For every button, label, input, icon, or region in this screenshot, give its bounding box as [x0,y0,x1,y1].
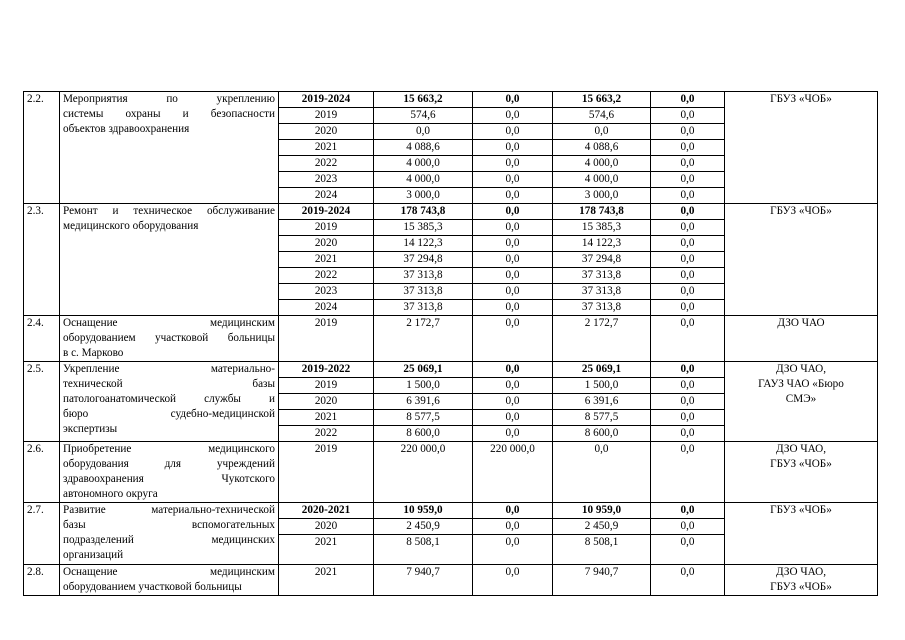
budget-cell-1: 220 000,0 [473,442,553,503]
activity-name-line: бюро судебно-медицинской [63,408,275,420]
budget-cell-2: 15 385,3 [553,220,651,236]
total-cell: 7 940,7 [374,565,473,596]
budget-cell-2: 37 313,8 [553,300,651,316]
table-row [24,316,878,331]
budget-cell-2: 25 069,1 [553,362,651,378]
budget-cell-2: 15 663,2 [553,92,651,108]
year-cell: 2023 [279,172,374,188]
budget-cell-3: 0,0 [651,410,725,426]
activity-name-line: в с. Марково [63,347,124,359]
budget-cell-3: 0,0 [651,442,725,503]
year-cell: 2021 [279,410,374,426]
row-number: 2.5. [24,362,60,442]
activity-name [60,204,279,316]
budget-cell-3: 0,0 [651,92,725,108]
total-cell: 0,0 [374,124,473,140]
row-number: 2.8. [24,565,60,596]
budget-cell-2: 4 000,0 [553,172,651,188]
budget-cell-1: 0,0 [473,236,553,252]
year-cell: 2021 [279,252,374,268]
activity-name-line: оборудованием участковой больницы [63,581,242,593]
budget-cell-3: 0,0 [651,426,725,442]
budget-cell-3: 0,0 [651,204,725,220]
activity-name [60,503,279,565]
year-cell: 2023 [279,284,374,300]
budget-cell-1: 0,0 [473,300,553,316]
year-cell: 2019 [279,108,374,124]
budget-cell-1: 0,0 [473,426,553,442]
budget-cell-3: 0,0 [651,108,725,124]
total-cell: 37 313,8 [374,268,473,284]
table-row [24,565,878,581]
total-cell: 3 000,0 [374,188,473,204]
year-cell: 2020-2021 [279,503,374,519]
total-cell: 37 313,8 [374,300,473,316]
budget-cell-1: 0,0 [473,140,553,156]
activity-name-line: подразделений медицинских [63,534,275,546]
total-cell: 2 450,9 [374,519,473,535]
year-cell: 2021 [279,565,374,596]
executor-line: ГБУЗ «ЧОБ» [770,205,832,217]
budget-cell-1: 0,0 [473,565,553,596]
year-cell: 2019 [279,220,374,236]
budget-cell-2: 14 122,3 [553,236,651,252]
executor-line: ГБУЗ «ЧОБ» [770,581,832,593]
table-row [24,362,878,378]
year-cell: 2024 [279,300,374,316]
activity-name-line: базы вспомогательных [63,519,275,531]
total-cell: 4 000,0 [374,172,473,188]
budget-cell-1: 0,0 [473,268,553,284]
total-cell: 8 577,5 [374,410,473,426]
total-cell: 15 663,2 [374,92,473,108]
year-cell: 2021 [279,535,374,565]
activity-name-line: Укрепление материально- [63,363,275,375]
budget-cell-2: 4 000,0 [553,156,651,172]
activity-name-line: организаций [63,549,124,561]
total-cell: 574,6 [374,108,473,124]
budget-cell-3: 0,0 [651,316,725,362]
total-cell: 37 313,8 [374,284,473,300]
total-cell: 8 508,1 [374,535,473,565]
budget-cell-2: 2 450,9 [553,519,651,535]
budget-cell-3: 0,0 [651,172,725,188]
budget-cell-3: 0,0 [651,284,725,300]
activity-name-line: медицинского оборудования [63,220,199,232]
budget-cell-1: 0,0 [473,362,553,378]
year-cell: 2019-2022 [279,362,374,378]
total-cell: 178 743,8 [374,204,473,220]
executor-line: ДЗО ЧАО [777,317,825,329]
budget-cell-1: 0,0 [473,316,553,362]
executor-line: ДЗО ЧАО, [775,566,827,578]
activity-name-line: Приобретение медицинского [63,443,275,455]
activity-name-line: технической базы [63,378,275,390]
total-cell: 25 069,1 [374,362,473,378]
executor-line: ГАУЗ ЧАО «Бюро [758,378,844,390]
executor-line: ГБУЗ «ЧОБ» [770,458,832,470]
activity-name-line: здравоохранения Чукотского [63,473,275,485]
budget-cell-2: 2 172,7 [553,316,651,362]
program-activities-table [23,91,878,596]
row-number: 2.4. [24,316,60,362]
total-cell: 14 122,3 [374,236,473,252]
year-cell: 2022 [279,156,374,172]
budget-cell-1: 0,0 [473,284,553,300]
total-cell: 220 000,0 [374,442,473,503]
table-body [24,92,878,596]
budget-cell-1: 0,0 [473,519,553,535]
budget-cell-2: 574,6 [553,108,651,124]
activity-name [60,565,279,596]
table-row [24,204,878,220]
total-cell: 1 500,0 [374,378,473,394]
activity-name [60,442,279,503]
executor-line: СМЭ» [785,393,817,405]
year-cell: 2022 [279,268,374,284]
activity-name-line: Оснащение медицинским [63,317,275,329]
activity-name-line: патологоанатомической службы и [63,393,275,405]
activity-name-line: Развитие материально-технической [63,504,275,516]
budget-cell-1: 0,0 [473,156,553,172]
budget-cell-3: 0,0 [651,503,725,519]
table-row [24,442,878,457]
budget-cell-3: 0,0 [651,140,725,156]
activity-name [60,316,279,362]
row-number: 2.2. [24,92,60,204]
activity-name-line: системы охраны и безопасности [63,108,275,120]
budget-cell-2: 3 000,0 [553,188,651,204]
budget-cell-1: 0,0 [473,92,553,108]
budget-cell-3: 0,0 [651,394,725,410]
budget-cell-2: 4 088,6 [553,140,651,156]
budget-cell-2: 0,0 [553,442,651,503]
year-cell: 2020 [279,236,374,252]
executor-cell [725,503,878,565]
budget-cell-3: 0,0 [651,535,725,565]
budget-cell-1: 0,0 [473,188,553,204]
year-cell: 2020 [279,124,374,140]
row-number: 2.3. [24,204,60,316]
budget-cell-3: 0,0 [651,220,725,236]
activity-name [60,92,279,204]
budget-cell-3: 0,0 [651,378,725,394]
executor-line: ГБУЗ «ЧОБ» [770,93,832,105]
total-cell: 4 088,6 [374,140,473,156]
total-cell: 2 172,7 [374,316,473,362]
year-cell: 2021 [279,140,374,156]
year-cell: 2019 [279,442,374,503]
row-number: 2.6. [24,442,60,503]
activity-name-line: оборудованием участковой больницы [63,332,275,344]
activity-name-line: Оснащение медицинским [63,566,275,578]
executor-line: ДЗО ЧАО, [775,443,827,455]
total-cell: 37 294,8 [374,252,473,268]
year-cell: 2019 [279,378,374,394]
budget-cell-2: 37 313,8 [553,268,651,284]
budget-cell-1: 0,0 [473,220,553,236]
budget-cell-2: 8 508,1 [553,535,651,565]
year-cell: 2020 [279,519,374,535]
budget-cell-2: 6 391,6 [553,394,651,410]
budget-cell-2: 37 294,8 [553,252,651,268]
budget-cell-1: 0,0 [473,378,553,394]
activity-name-line: Мероприятия по укреплению [63,93,275,105]
total-cell: 8 600,0 [374,426,473,442]
budget-cell-1: 0,0 [473,410,553,426]
budget-cell-2: 7 940,7 [553,565,651,596]
budget-cell-3: 0,0 [651,188,725,204]
budget-cell-1: 0,0 [473,252,553,268]
budget-cell-3: 0,0 [651,236,725,252]
budget-cell-1: 0,0 [473,503,553,519]
executor-cell [725,92,878,204]
row-number: 2.7. [24,503,60,565]
table-row [24,503,878,519]
budget-cell-3: 0,0 [651,362,725,378]
table-row [24,92,878,108]
budget-cell-1: 0,0 [473,204,553,220]
total-cell: 15 385,3 [374,220,473,236]
executor-cell [725,204,878,316]
budget-cell-3: 0,0 [651,565,725,596]
year-cell: 2022 [279,426,374,442]
budget-cell-2: 0,0 [553,124,651,140]
activity-name [60,362,279,442]
budget-cell-2: 37 313,8 [553,284,651,300]
year-cell: 2019-2024 [279,204,374,220]
executor-cell [725,565,878,596]
executor-cell [725,442,878,503]
activity-name-line: оборудования для учреждений [63,458,275,470]
budget-cell-1: 0,0 [473,394,553,410]
budget-cell-1: 0,0 [473,124,553,140]
year-cell: 2019 [279,316,374,362]
year-cell: 2020 [279,394,374,410]
activity-name-line: экспертизы [63,423,118,435]
activity-name-line: объектов здравоохранения [63,123,190,135]
total-cell: 6 391,6 [374,394,473,410]
budget-cell-2: 8 577,5 [553,410,651,426]
budget-cell-1: 0,0 [473,535,553,565]
budget-cell-2: 10 959,0 [553,503,651,519]
total-cell: 10 959,0 [374,503,473,519]
budget-cell-3: 0,0 [651,252,725,268]
executor-cell [725,316,878,362]
budget-cell-1: 0,0 [473,172,553,188]
budget-cell-3: 0,0 [651,268,725,284]
budget-cell-2: 1 500,0 [553,378,651,394]
budget-cell-1: 0,0 [473,108,553,124]
budget-cell-2: 8 600,0 [553,426,651,442]
budget-cell-3: 0,0 [651,300,725,316]
budget-cell-2: 178 743,8 [553,204,651,220]
total-cell: 4 000,0 [374,156,473,172]
year-cell: 2024 [279,188,374,204]
activity-name-line: Ремонт и техническое обслуживание [63,205,275,217]
budget-cell-3: 0,0 [651,124,725,140]
year-cell: 2019-2024 [279,92,374,108]
activity-name-line: автономного округа [63,488,158,500]
budget-cell-3: 0,0 [651,519,725,535]
executor-line: ДЗО ЧАО, [775,363,827,375]
executor-line: ГБУЗ «ЧОБ» [770,504,832,516]
budget-cell-3: 0,0 [651,156,725,172]
executor-cell [725,362,878,442]
